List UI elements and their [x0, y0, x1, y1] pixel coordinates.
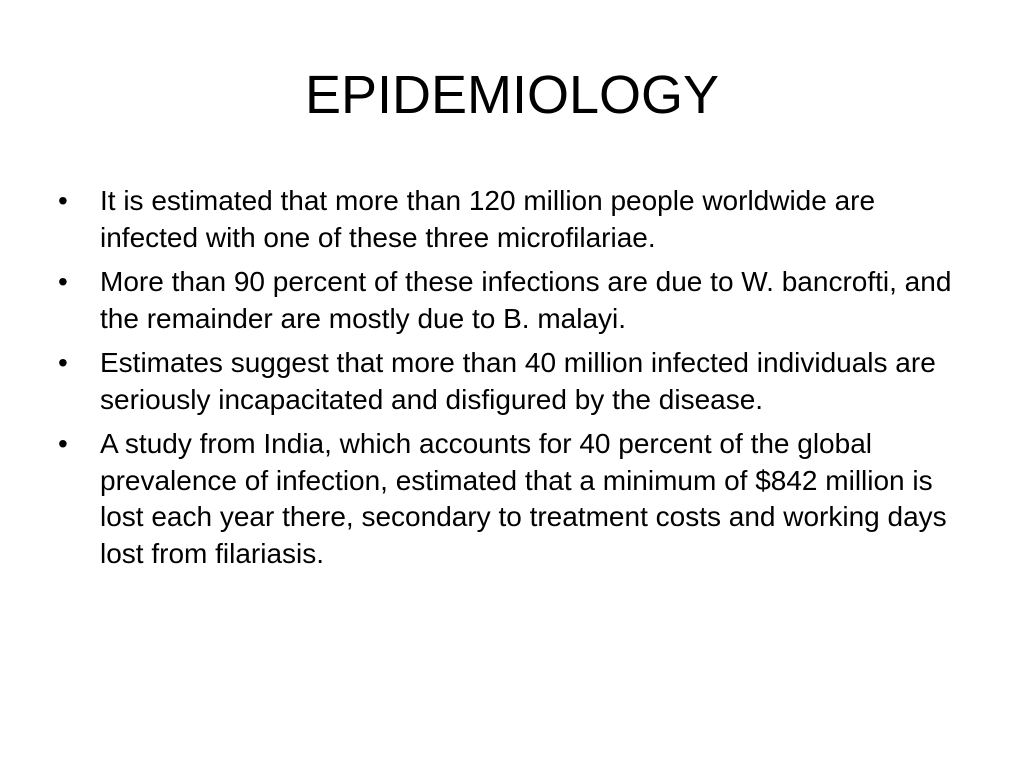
bullet-item: [58, 264, 968, 337]
slide-title: EPIDEMIOLOGY: [304, 65, 720, 125]
bullet-list: [58, 183, 968, 580]
bullet-text: Estimates suggest that more than 40 million infected individuals are seriously incapacitated and disfigured by the disease.: [100, 347, 936, 415]
bullet-item: [58, 183, 968, 256]
bullet-text: More than 90 percent of these infections are due to W. bancrofti, and the remainder are mostly due to B. malayi.: [100, 266, 952, 334]
bullet-icon: •: [58, 266, 68, 297]
bullet-item: [58, 345, 968, 418]
bullet-icon: •: [58, 185, 68, 216]
bullet-item: [58, 426, 968, 572]
bullet-text: It is estimated that more than 120 million people worldwide are infected with one of these three microfilariae.: [100, 185, 876, 253]
bullet-icon: •: [58, 428, 68, 459]
bullet-icon: •: [58, 347, 68, 378]
bullet-text: A study from India, which accounts for 40 percent of the global prevalence of infection, estimated that a minimum of $842 million is lost each year there, secondary to treatment costs and working days lost from filariasis.: [100, 428, 947, 569]
